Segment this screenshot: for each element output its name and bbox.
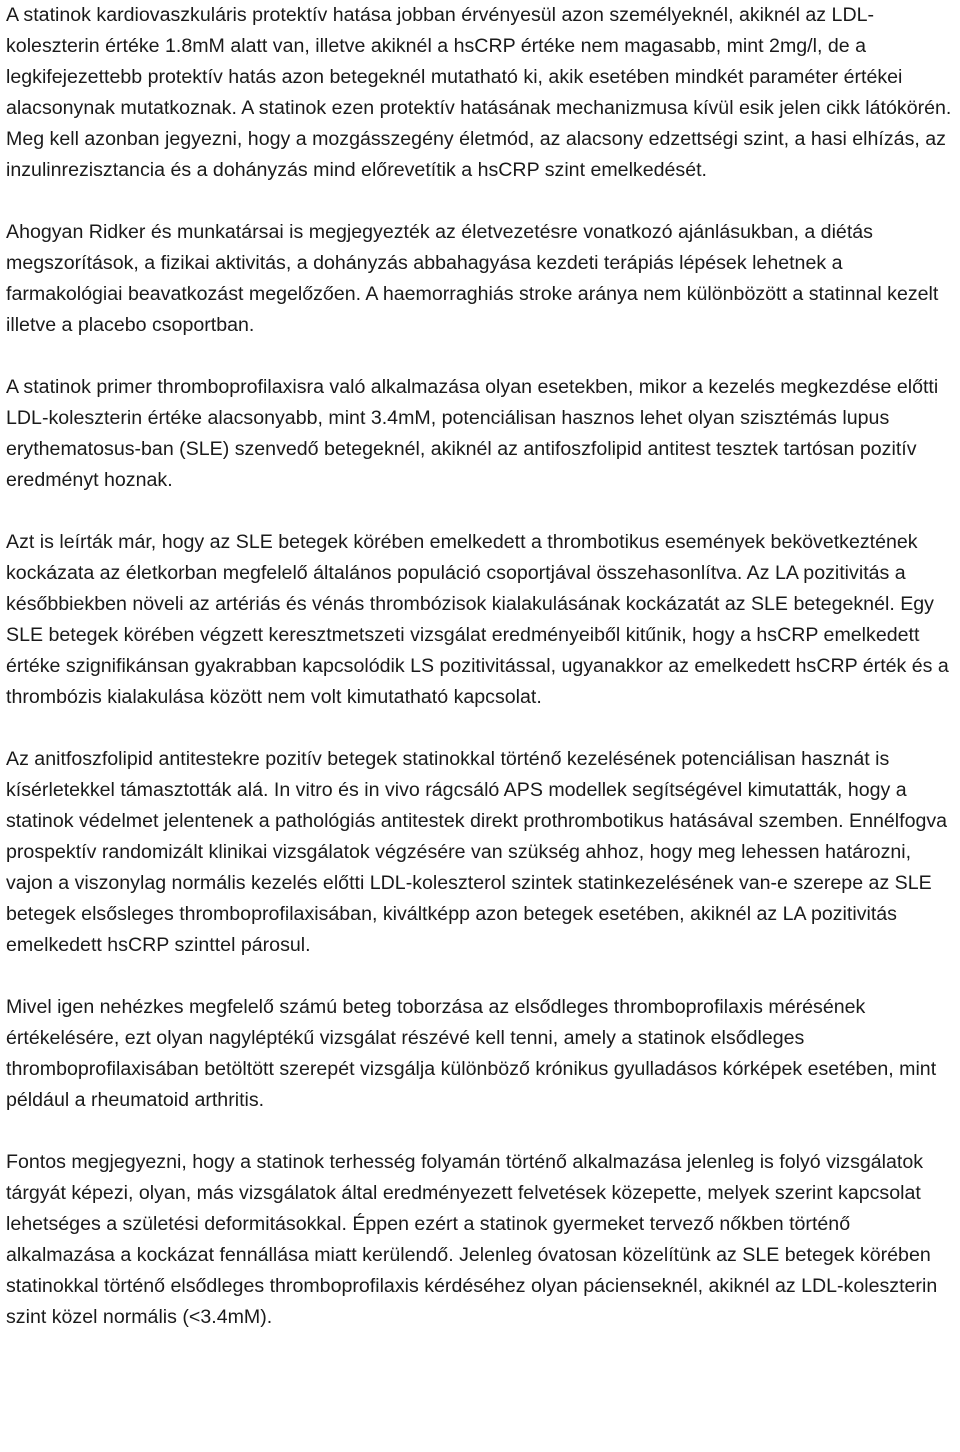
paragraph-gap — [6, 713, 956, 744]
paragraph-gap — [6, 961, 956, 992]
paragraph-7: Fontos megjegyezni, hogy a statinok terhesség folyamán történő alkalmazása jelenleg is folyó vizsgálatok tárgyát képezi, olyan, más vizsgálatok által eredményezett felvetések közepette, melyek szerint kapcsolat lehetséges a születési deformitásokkal. Éppen ezért a statinok gyermeket tervező nőkben történő alkalmazása a kockázat fennállása miatt kerülendő. Jelenleg óvatosan közelítünk az SLE betegek körében statinokkal történő elsődleges thromboprofilaxis kérdéséhez olyan pácienseknél, akiknél az LDL-koleszterin szint közel normális (<3.4mM). — [6, 1151, 938, 1328]
paragraph-gap — [6, 496, 956, 527]
paragraph-4: Azt is leírták már, hogy az SLE betegek körében emelkedett a thrombotikus események bekövetkeztének kockázata az életkorban megfelelő általános populáció csoportjával összehasonlítva. Az LA pozitivitás a későbbiekben növeli az artériás és vénás thrombózisok kialakulásának kockázatát az SLE betegeknél. Egy SLE betegek körében végzett keresztmetszeti vizsgálat eredményeiből kitűnik, hogy a hsCRP emelkedett értéke szignifikánsan gyakrabban kapcsolódik LS pozitivitással, ugyanakkor az emelkedett hsCRP érték és a thrombózis kialakulása között nem volt kimutatható kapcsolat. — [6, 531, 949, 708]
paragraph-2: Ahogyan Ridker és munkatársai is megjegyezték az életvezetésre vonatkozó ajánlásukban, a diétás megszorítások, a fizikai aktivitás, a dohányzás abbahagyása kezdeti terápiás lépések lehetnek a farmakológiai beavatkozást megelőzően. A haemorraghiás stroke aránya nem különbözött a statinnal kezelt illetve a placebo csoportban. — [6, 221, 939, 336]
paragraph-5: Az anitfoszfolipid antitestekre pozitív betegek statinokkal történő kezelésének potenciálisan hasznát is kísérletekkel támasztották alá. In vitro és in vivo rágcsáló APS modellek segítségével kimutatták, hogy a statinok védelmet jelentenek a pathológiás antitestek direkt prothrombotikus hatásával szemben. Ennélfogva prospektív randomizált klinikai vizsgálatok végzésére van szükség ahhoz, hogy meg lehessen határozni, vajon a viszonylag normális kezelés előtti LDL-koleszterol szintek statinkezelésének van-e szerepe az SLE betegek elsősleges thromboprofilaxisában, kiváltképp azon betegek esetében, akiknél az LA pozitivitás emelkedett hsCRP szinttel párosul. — [6, 748, 948, 956]
paragraph-gap — [6, 186, 956, 217]
paragraph-1-sentence-b: A statinok ezen protektív hatásának mechanizmusa kívül esik jelen cikk látókörén. Meg kell azonban jegyezni, hogy a mozgásszegény életmód, az alacsony edzettségi szint, a hasi elhízás, az inzulinrezisztancia és a dohányzás mind előrevetítik a hsCRP szint emelkedését. — [6, 97, 952, 181]
paragraph-1-sentence-a: A statinok kardiovaszkuláris protektív hatása jobban érvényesül azon személyeknél, akiknél az LDL-koleszterin értéke 1.8mM alatt van, illetve akiknél a hsCRP értéke nem magasabb, mint 2mg/l, de a legkifejezettebb protektív hatás azon betegeknél mutatható ki, akik esetében mindkét paraméter értékei alacsonynak mutatkoznak. — [6, 4, 903, 119]
paragraph-gap — [6, 1116, 956, 1147]
paragraph-1 — [6, 0, 956, 186]
paragraph-3: A statinok primer thromboprofilaxisra való alkalmazása olyan esetekben, mikor a kezelés megkezdése előtti LDL-koleszterin értéke alacsonyabb, mint 3.4mM, potenciálisan hasznos lehet olyan szisztémás lupus erythematosus-ban (SLE) szenvedő betegeknél, akiknél az antifoszfolipid antitest tesztek tartósan pozitív eredményt hoznak. — [6, 376, 939, 491]
paragraph-6: Mivel igen nehézkes megfelelő számú beteg toborzása az elsődleges thromboprofilaxis mérésének értékelésére, ezt olyan nagyléptékű vizsgálat részévé kell tenni, amely a statinok elsődleges thromboprofilaxisában betöltött szerepét vizsgálja különböző krónikus gyulladásos kórképek esetében, mint például a rheumatoid arthritis. — [6, 996, 937, 1111]
paragraph-gap — [6, 341, 956, 372]
